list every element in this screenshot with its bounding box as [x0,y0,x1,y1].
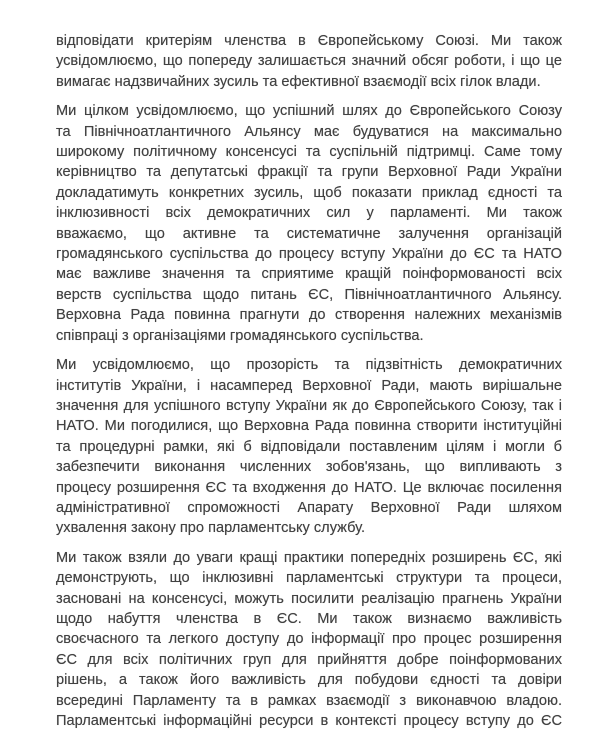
text-line: адміністративної спроможності Апарату Верховної Ради шляхом [56,499,562,516]
text-line: НАТО. Ми погодилися, що Верховна Рада повинна створити інституційні [56,418,562,435]
text-line: вважаємо, що активне та систематичне залучення організацій [56,225,562,242]
text-line: інститутів України, і насамперед Верховної Ради, мають вирішальне [56,377,562,394]
text-line: Верховна Рада повинна прагнути до створення належних механізмів [56,307,562,324]
paragraph [56,355,562,539]
text-line: демонструють, що інклюзивні парламентські структури та процеси, [56,570,562,587]
text-line: громадянського суспільства до процесу вступу України до ЄС та НАТО [56,246,562,263]
paragraph [56,101,562,346]
paragraph [56,548,562,732]
text-line: значення для успішного вступу України як до Європейського Союзу, так і [56,397,562,414]
text-line: вимагає надзвичайних зусиль та ефективної взаємодії всіх гілок влади. [56,73,541,90]
text-line: та Північноатлантичного Альянсу має будуватися на максимально [56,123,562,140]
text-line: інклюзивності всіх демократичних сил у парламенті. Ми також [56,205,562,222]
text-line: засновані на консенсусі, можуть посилити реалізацію прагнень України [56,590,562,607]
text-line: своєчасного та легкого доступу до інформації про процес розширення [56,631,562,648]
text-line: рішень, а також його важливість для побудови єдності та довіри [56,672,562,689]
text-line: докладатимуть конкретних зусиль, щоб показати приклад єдності та [56,184,562,201]
text-line: Ми цілком усвідомлюємо, що успішний шлях до Європейського Союзу [56,103,562,120]
text-line: та процедурні рамки, які б відповідали поставленим цілям і могли б [56,438,562,455]
text-line: ухвалення закону про парламентську службу. [56,520,366,537]
text-line: відповідати критеріям членства в Європейському Союзі. Ми також [56,33,562,49]
text-line: щодо набуття членства в ЄС. Ми також визнаємо важливість [56,610,562,627]
text-line: має важливе значення та сприятиме кращій поінформованості всіх [56,266,562,283]
text-line: всередині Парламенту та в рамках взаємодії з виконавчою владою. [56,692,562,709]
text-line: широкому політичному консенсусі та суспільній підтримці. Саме тому [56,144,562,161]
text-line: Парламентські інформаційні ресурси в контексті процесу вступу до ЄС [56,713,562,729]
text-line: усвідомлюємо, що попереду залишається значний обсяг роботи, і що це [56,53,562,70]
text-line: співпраці з організаціями громадянського суспільства. [56,327,424,344]
text-line: ЄС для всіх політичних груп для прийняття добре поінформованих [56,651,562,668]
text-line: керівництво та депутатські фракції та групи Верховної Ради України [56,164,562,181]
text-line: процесу розширення ЄС та входження до НАТО. Це включає посилення [56,479,562,496]
paragraph [56,31,562,92]
text-line: верств суспільства щодо питань ЄС, Північноатлантичного Альянсу. [56,286,562,303]
text-line: Ми також взяли до уваги кращі практики попередніх розширень ЄС, які [56,549,562,566]
text-line: Ми усвідомлюємо, що прозорість та підзвітність демократичних [56,357,562,374]
text-line: забезпечити виконання численних зобов'язань, що випливають з [56,459,562,476]
